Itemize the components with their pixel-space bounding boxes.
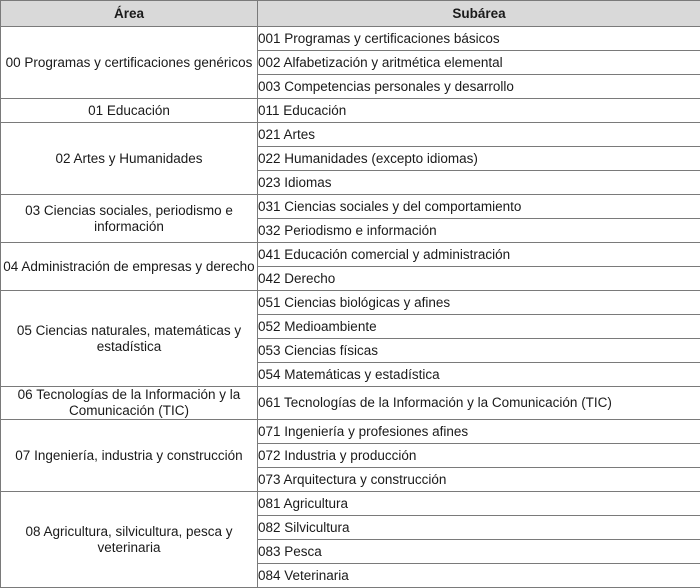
subarea-cell: 031 Ciencias sociales y del comportamiento bbox=[258, 195, 700, 219]
subarea-cell: 073 Arquitectura y construcción bbox=[258, 468, 700, 492]
subarea-cell: 082 Silvicultura bbox=[258, 516, 700, 540]
area-cell: 07 Ingeniería, industria y construcción bbox=[1, 420, 258, 492]
subarea-cell: 054 Matemáticas y estadística bbox=[258, 363, 700, 387]
area-column-header: Área bbox=[1, 1, 258, 27]
area-cell: 04 Administración de empresas y derecho bbox=[1, 243, 258, 291]
table-row bbox=[1, 291, 700, 315]
table-row bbox=[1, 387, 700, 420]
area-cell: 03 Ciencias sociales, periodismo e información bbox=[1, 195, 258, 243]
area-cell: 00 Programas y certificaciones genéricos bbox=[1, 27, 258, 99]
subarea-cell: 081 Agricultura bbox=[258, 492, 700, 516]
subarea-cell: 023 Idiomas bbox=[258, 171, 700, 195]
table-row bbox=[1, 420, 700, 444]
header-row bbox=[1, 1, 700, 27]
subarea-cell: 011 Educación bbox=[258, 99, 700, 123]
subarea-cell: 071 Ingeniería y profesiones afines bbox=[258, 420, 700, 444]
subarea-cell: 021 Artes bbox=[258, 123, 700, 147]
area-cell: 08 Agricultura, silvicultura, pesca y veterinaria bbox=[1, 492, 258, 588]
table-row bbox=[1, 243, 700, 267]
subarea-cell: 022 Humanidades (excepto idiomas) bbox=[258, 147, 700, 171]
table-body bbox=[1, 27, 700, 588]
subarea-cell: 001 Programas y certificaciones básicos bbox=[258, 27, 700, 51]
subarea-cell: 061 Tecnologías de la Información y la Comunicación (TIC) bbox=[258, 387, 700, 420]
subarea-cell: 002 Alfabetización y aritmética elemental bbox=[258, 51, 700, 75]
subarea-cell: 083 Pesca bbox=[258, 540, 700, 564]
subarea-column-header: Subárea bbox=[258, 1, 700, 27]
subarea-cell: 003 Competencias personales y desarrollo bbox=[258, 75, 700, 99]
table-row bbox=[1, 99, 700, 123]
area-cell: 01 Educación bbox=[1, 99, 258, 123]
subarea-cell: 072 Industria y producción bbox=[258, 444, 700, 468]
subarea-cell: 042 Derecho bbox=[258, 267, 700, 291]
area-cell: 02 Artes y Humanidades bbox=[1, 123, 258, 195]
subarea-cell: 052 Medioambiente bbox=[258, 315, 700, 339]
area-cell: 06 Tecnologías de la Información y la Comunicación (TIC) bbox=[1, 387, 258, 420]
table-row bbox=[1, 492, 700, 516]
table-row bbox=[1, 27, 700, 51]
subarea-cell: 041 Educación comercial y administración bbox=[258, 243, 700, 267]
table-row bbox=[1, 195, 700, 219]
subarea-cell: 032 Periodismo e información bbox=[258, 219, 700, 243]
subarea-cell: 053 Ciencias físicas bbox=[258, 339, 700, 363]
area-cell: 05 Ciencias naturales, matemáticas y estadística bbox=[1, 291, 258, 387]
subarea-cell: 051 Ciencias biológicas y afines bbox=[258, 291, 700, 315]
subarea-cell: 084 Veterinaria bbox=[258, 564, 700, 588]
table-row bbox=[1, 123, 700, 147]
